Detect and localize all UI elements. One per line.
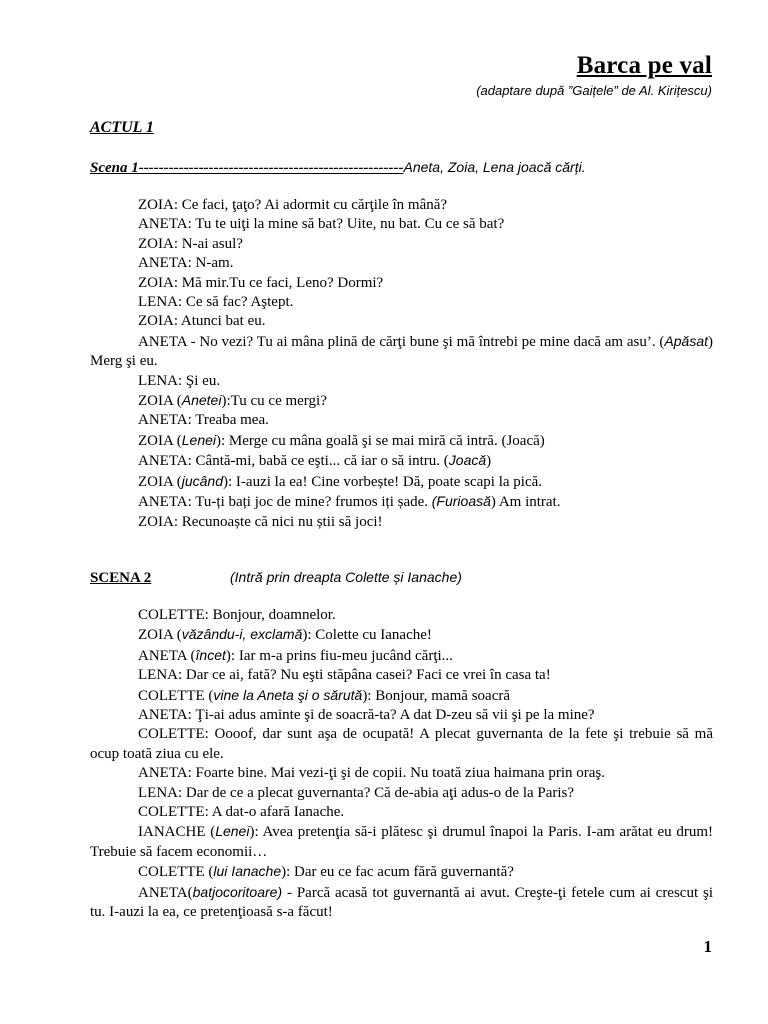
- dialogue-line: [90, 822, 713, 862]
- dialogue-line: [90, 215, 713, 234]
- dialogue-text: - Parcă acasă tot guvernantă ai avut. Creşte-ţi fetele cum ai crescut şi tu. I-auzi la ea, ce pretenţioasă s-a făcut!: [90, 884, 713, 921]
- dialogue-text: ) Am intrat.: [490, 494, 561, 511]
- dialogue-text: ): Avea pretenţia să-i plătesc şi drumul înapoi la Paris. I-am arătat eu drum! Trebuie să facem economii…: [90, 824, 713, 860]
- stage-direction: lui Ianache: [213, 863, 282, 880]
- dialogue-line: [90, 332, 713, 372]
- dialogue-text: ANETA: Treaba mea.: [138, 412, 269, 429]
- dialogue-text: ZOIA: Mă mir.Tu ce faci, Leno? Dormi?: [138, 274, 384, 291]
- stage-direction: (Furioasă: [431, 493, 491, 510]
- dialogue-text: COLETTE (: [138, 864, 214, 881]
- dialogue-line: [90, 625, 713, 645]
- dialogue-text: IANACHE (: [138, 824, 216, 841]
- dialogue-text: ANETA: Tu-ți bați joc de mine? frumos iți șade.: [138, 494, 432, 511]
- dialogue-text: ANETA(: [138, 884, 193, 901]
- scene-2-dialogue: [90, 606, 713, 923]
- dialogue-text: ): I-auzi la ea! Cine vorbește! Dă, poate scapi la pică.: [223, 473, 543, 490]
- dialogue-text: ): Merge cu mâna goală şi se mai miră că intră. (Joacă): [216, 432, 545, 449]
- dialogue-line: [90, 725, 713, 764]
- scene-2-heading: [90, 569, 462, 587]
- dialogue-line: [90, 391, 713, 411]
- dialogue-text: LENA: Ce să fac? Aştept.: [138, 294, 294, 311]
- act-heading: ACTUL 1: [90, 119, 154, 136]
- dialogue-line: [90, 312, 713, 331]
- dialogue-line: [90, 706, 713, 725]
- dialogue-text: COLETTE (: [138, 687, 214, 704]
- dialogue-text: ): Bonjour, mamă soacră: [362, 687, 510, 704]
- stage-direction: Apăsat: [664, 332, 708, 349]
- dialogue-text: ANETA: Tu te uiţi la mine să bat? Uite, nu bat. Cu ce să bat?: [138, 216, 505, 233]
- dialogue-text: ): Dar eu ce fac acum fără guvernantă?: [281, 864, 514, 881]
- dialogue-text: COLETTE: A dat-o afară Ianache.: [138, 804, 345, 821]
- dialogue-text: ZOIA: Ce faci, ţaţo? Ai adormit cu cărţile în mână?: [138, 197, 448, 213]
- dialogue-line: [90, 646, 713, 666]
- dialogue-line: [90, 431, 713, 451]
- scene-1-heading: [90, 159, 586, 177]
- dialogue-text: ANETA: Cântă-mi, babă ce eşti... că iar o să intru. (: [138, 453, 449, 470]
- stage-direction: Anetei: [181, 392, 222, 409]
- dialogue-text: ZOIA: Recunoaște că nici nu știi să joci!: [138, 513, 383, 530]
- dialogue-text: ANETA (: [138, 647, 196, 664]
- dialogue-text: ZOIA (: [138, 393, 182, 410]
- dialogue-line: [90, 513, 713, 532]
- scene-1-cast: Aneta, Zoia, Lena joacă cărți.: [403, 159, 586, 175]
- scene-1-dialogue: [90, 196, 713, 532]
- dialogue-text: ZOIA (: [138, 627, 182, 644]
- stage-direction: încet: [195, 646, 226, 663]
- document-title: Barca pe val: [576, 52, 712, 79]
- dialogue-text: ZOIA: N-ai asul?: [138, 235, 243, 252]
- dialogue-text: ): Iar m-a prins fiu-meu jucând cărţi...: [225, 647, 453, 664]
- dialogue-line: [90, 883, 713, 923]
- dialogue-line: [90, 862, 713, 882]
- dialogue-line: [90, 235, 713, 254]
- dialogue-line: [90, 274, 713, 293]
- dialogue-text: COLETTE: Oooof, dar sunt aşa de ocupată! A plecat guvernanta de la fete şi trebuie să mă ocup toată ziua cu ele.: [90, 726, 713, 762]
- document-subtitle: (adaptare după ”Gaițele” de Al. Kirițescu): [476, 83, 712, 98]
- dialogue-text: ANETA: N-am.: [138, 255, 234, 272]
- stage-direction: batjocoritoare): [192, 883, 283, 900]
- page-number: 1: [703, 937, 712, 956]
- dialogue-line: [90, 784, 713, 803]
- dialogue-text: ZOIA: Atunci bat eu.: [138, 313, 266, 330]
- dialogue-line: [90, 686, 713, 706]
- dialogue-line: [90, 472, 713, 492]
- dialogue-line: [90, 666, 713, 685]
- dialogue-text: LENA: Şi eu.: [138, 372, 221, 389]
- dialogue-line: [90, 196, 713, 215]
- dialogue-line: [90, 254, 713, 273]
- dialogue-line: [90, 411, 713, 430]
- stage-direction: jucând: [181, 472, 224, 489]
- scene-2-cast: (Intră prin dreapta Colette și Ianache): [230, 569, 462, 585]
- stage-direction: Lenei: [181, 431, 217, 448]
- dialogue-text: ): [486, 453, 492, 470]
- stage-direction: Joacă: [448, 452, 487, 469]
- scene-1-label: Scena 1-----------------------------------------------------: [90, 160, 404, 176]
- dialogue-text: ): Colette cu Ianache!: [302, 627, 432, 644]
- dialogue-line: [90, 803, 713, 822]
- dialogue-text: ANETA: Foarte bine. Mai vezi-ţi şi de copii. Nu toată ziua haimana prin oraş.: [138, 765, 605, 782]
- dialogue-line: [90, 492, 713, 512]
- stage-direction: Lenei: [215, 823, 250, 840]
- dialogue-text: ) Merg şi eu.: [90, 333, 713, 370]
- stage-direction: vine la Aneta şi o sărută: [213, 686, 363, 703]
- dialogue-text: LENA: Dar ce ai, fată? Nu eşti stăpâna casei? Faci ce vrei în casa ta!: [138, 667, 551, 684]
- dialogue-text: COLETTE: Bonjour, doamnelor.: [138, 607, 336, 623]
- dialogue-text: ANETA - No vezi? Tu ai mâna plină de cărţi bune şi mă întrebi pe mine dacă am asu’. (: [138, 333, 665, 350]
- dialogue-text: ZOIA (: [138, 473, 182, 490]
- dialogue-text: ZOIA (: [138, 432, 182, 449]
- dialogue-line: [90, 606, 713, 625]
- dialogue-line: [90, 293, 713, 312]
- scene-2-label: SCENA 2: [90, 570, 152, 586]
- stage-direction: văzându-i, exclamă: [181, 626, 303, 643]
- dialogue-line: [90, 764, 713, 783]
- dialogue-text: LENA: Dar de ce a plecat guvernanta? Că de-abia aţi adus-o de la Paris?: [138, 784, 575, 801]
- dialogue-text: ANETA: Ţi-ai adus aminte şi de soacră-ta? A dat D-zeu să vii şi pe la mine?: [138, 707, 595, 724]
- dialogue-text: ):Tu cu ce mergi?: [221, 393, 327, 410]
- dialogue-line: [90, 372, 713, 391]
- dialogue-line: [90, 451, 713, 471]
